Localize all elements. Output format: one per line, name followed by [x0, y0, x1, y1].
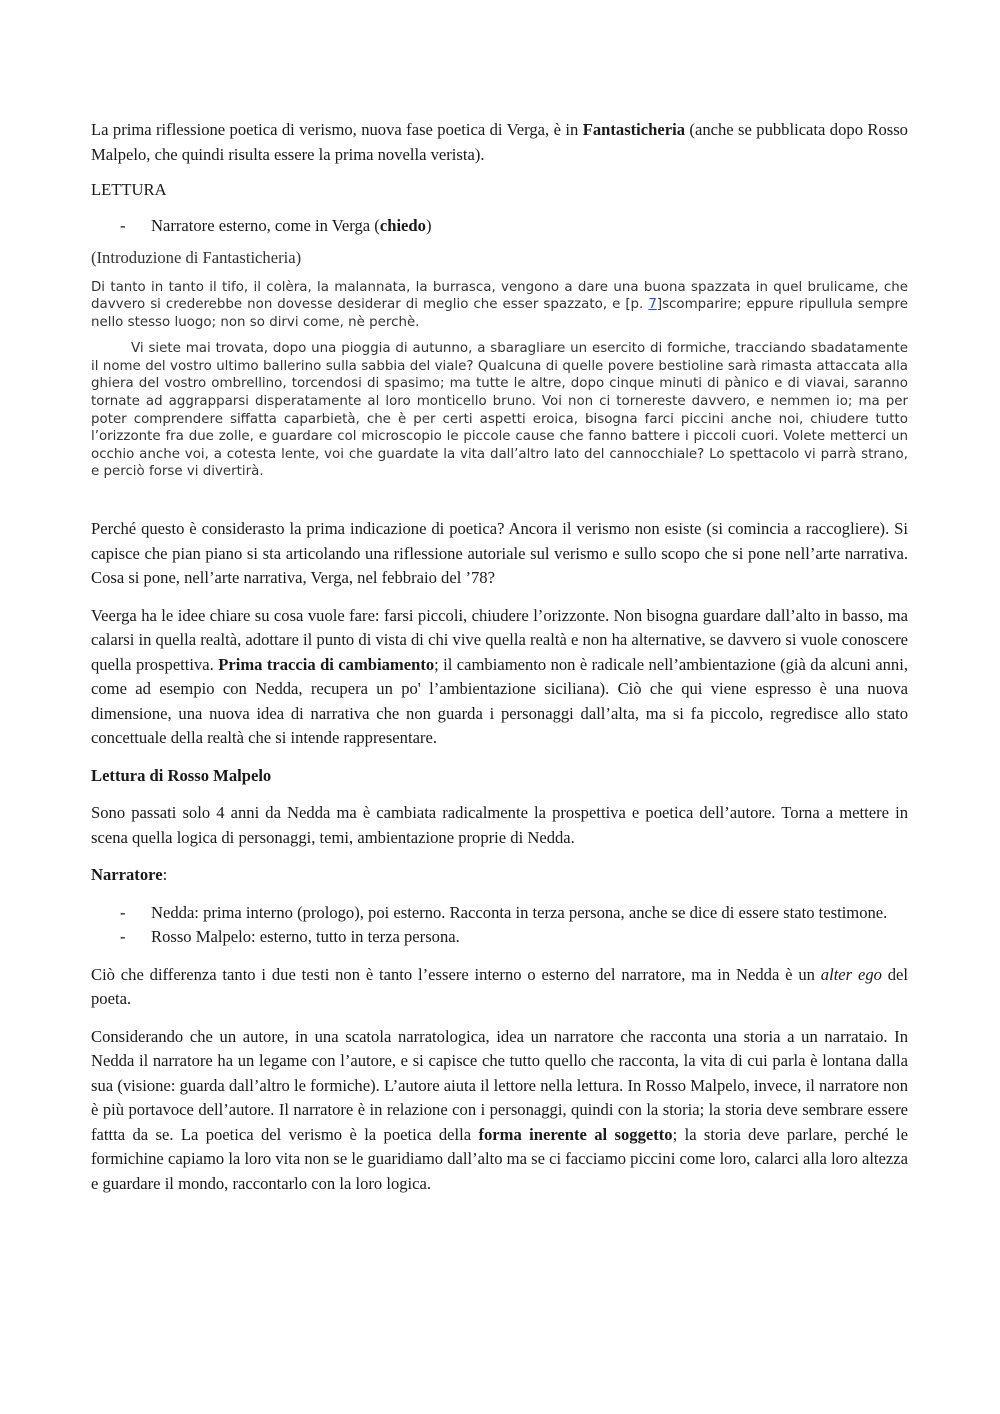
paragraph-text-end: del poeta. — [91, 964, 909, 1009]
list-item — [91, 214, 908, 239]
heading-rosso-malpelo — [91, 764, 908, 789]
narratore-colon: : — [162, 865, 168, 885]
bullet-text-end: ) — [425, 215, 432, 235]
page-link[interactable]: 7 — [648, 297, 657, 313]
quote-text-end: ]scomparire; eppure ripullula sempre nello stesso luogo; non so dirvi come, nè perchè. — [91, 297, 908, 330]
quote-paragraph-2: Vi siete mai trovata, dopo una pioggia di autunno, a sbaragliare un esercito di formiche, tracciando sbadatamente il nome del vostro ultimo ballerino sulla sabbia del viale? Qualcuna di quelle povere bestioline sarà rimasta attaccata alla ghiera del vostro ombrellino, torcendosi di spasimo; ma tutte le altre, dopo cinque minuti di pànico e di viavai, saranno tornate ad aggrapparsi disperatamente al loro monticello bruno. Voi non ci tornereste davvero, e nemmen io; ma per poter comprendere siffatta caparbietà, che è per certi aspetti eroica, bisogna farci piccini anche noi, chiudere tutto l’orizzonte fra due zolle, e guardare col microscopio le piccole cause che fanno battere i piccoli cuori. Volete metterci un occhio anche voi, a cotesta lente, voi che guardate la vita dall’altro lato del cannocchiale? Lo spettacolo vi parrà strano, e perciò forse vi divertirà. — [91, 341, 908, 480]
paragraph-sono-passati: Sono passati solo 4 anni da Nedda ma è cambiata radicalmente la prospettiva e poetica dell’autore. Torna a mettere in scena quella logica di personaggi, temi, ambientazione proprie di Nedda. — [91, 803, 908, 847]
paragraph-considerando — [91, 1025, 908, 1197]
chiedo-bold: chiedo — [379, 215, 426, 235]
fantasticheria-bold: Fantasticheria — [582, 120, 686, 139]
bullet-dash: - — [120, 927, 126, 947]
document-page — [91, 118, 908, 1196]
bullet-list-lettura — [91, 214, 908, 239]
quote-text: Di tanto in tanto il tifo, il colèra, la malannata, la burrasca, vengono a dare una buona spazzata in quel brulicame, che davvero si crederebbe non dovesse desiderar di meglio che esser spazzato, e [p. — [91, 279, 908, 313]
intro-text-end: (anche se pubblicata dopo Rosso Malpelo, che quindi risulta essere la prima novella verista). — [91, 120, 908, 164]
paragraph-text-end: ; il cambiamento non è radicale nell’ambientazione (già da alcuni anni, come ad esempio con Nedda, recupera un po' l’ambientazione siciliana). Ciò che qui viene espresso è una nuova dimensione, una nuova idea di narrativa che non guarda i personaggi dall’alta, ma si fa piccolo, regredisce allo stato concettuale della realtà che si intende rappresentare. — [91, 654, 908, 748]
paragraph-perche: Perché questo è considerasto la prima indicazione di poetica? Ancora il verismo non esiste (si comincia a raccogliere). Si capisce che pian piano si sta articolando una riflessione autoriale sul verismo e sullo scopo che si pone nell’arte narrativa. Cosa si pone, nell’arte narrativa, Verga, nel febbraio del ’78? — [91, 519, 908, 588]
lettura-heading: LETTURA — [91, 180, 167, 199]
list-item — [91, 925, 908, 950]
prima-traccia-bold: Prima traccia di cambiamento — [218, 654, 435, 674]
list-item — [91, 901, 908, 926]
heading-text: Lettura di Rosso Malpelo — [91, 765, 272, 785]
bullet-list-narratore — [91, 901, 908, 950]
intro-fantasticheria-label: (Introduzione di Fantasticheria) — [91, 248, 302, 267]
paragraph-veerga — [91, 604, 908, 751]
quote-paragraph-1 — [91, 279, 908, 332]
paragraph-cio-che — [91, 963, 908, 1012]
forma-inerente-bold: forma inerente al soggetto — [478, 1124, 673, 1144]
bullet-text: Nedda: prima interno (prologo), poi esterno. Racconta in terza persona, anche se dice di essere stato testimone. — [151, 902, 888, 922]
paragraph-text: Considerando che un autore, in una scatola narratologica, idea un narratore che racconta una storia a un narrataio. In Nedda il narratore ha un legame con l’autore, e si capisce che tutto quello che racconta, la vita di cui parla è lontana dalla sua (visione: guarda dall’altro le formiche). L’autore aiuta il lettore nella lettura. In Rosso Malpelo, invece, il narratore non è più portavoce dell’autore. Il narratore è in relazione con i personaggi, quindi con la storia; la storia deve sembrare essere fattta da se. La poetica del verismo è la poetica della — [91, 1026, 908, 1144]
bullet-dash: - — [120, 215, 126, 235]
intro-text: La prima riflessione poetica di verismo, nuova fase poetica di Verga, è in — [91, 120, 583, 139]
bullet-text: Rosso Malpelo: esterno, tutto in terza persona. — [151, 927, 460, 947]
bullet-dash: - — [120, 902, 126, 922]
paragraph-text: Ciò che differenza tanto i due testi non è tanto l’essere interno o esterno del narratore, ma in Nedda è un — [91, 964, 821, 984]
paragraph-text-end: ; la storia deve parlare, perché le formichine capiamo la loro vita non se le guaridiamo dall’alto ma se ci facciamo piccini come loro, calarci alla loro altezza e guardare il mondo, raccontarlo con la loro logica. — [91, 1124, 909, 1193]
intro-paragraph — [91, 118, 908, 167]
narratore-bold: Narratore — [91, 865, 163, 885]
narratore-heading — [91, 863, 908, 888]
bullet-text: Narratore esterno, come in Verga ( — [151, 215, 380, 235]
alter-ego-italic: alter ego — [820, 964, 882, 984]
paragraph-text: Veerga ha le idee chiare su cosa vuole fare: farsi piccoli, chiudere l’orizzonte. Non bisogna guardare dall’alto in basso, ma calarsi in quella realtà, adottare il punto di vista di chi vive quella realtà e non ha alternative, se davvero si vuole conoscere quella prospettiva. — [91, 605, 908, 674]
